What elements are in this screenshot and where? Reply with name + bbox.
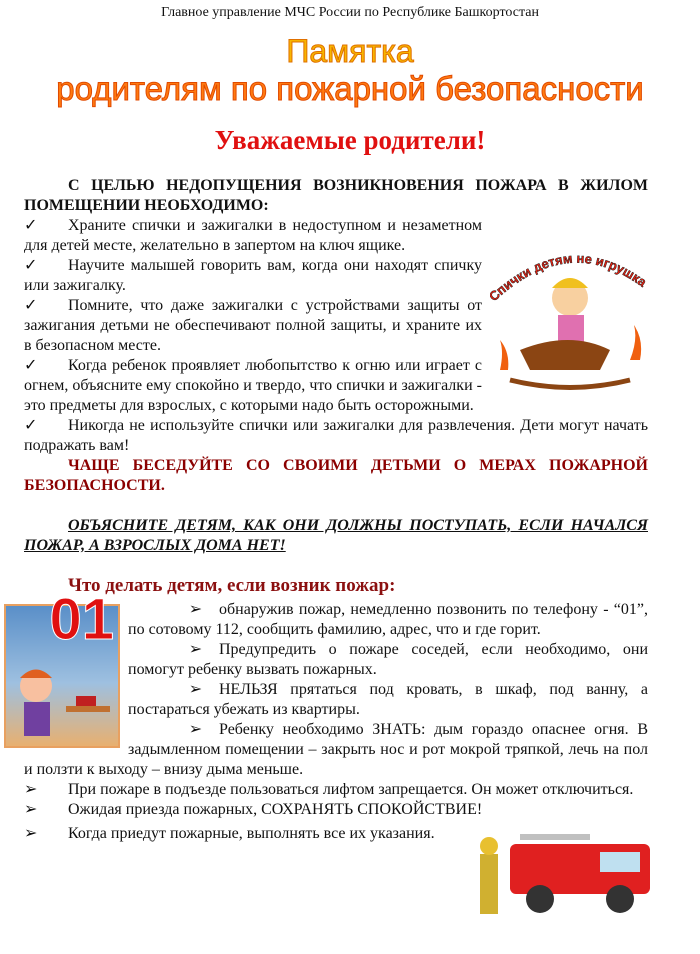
- list-item: ➢ При пожаре в подъезде пользоваться лифтом запрещается. Он может отключиться.: [24, 781, 634, 798]
- list-item: ✓ Научите малышей говорить вам, когда они находят спичку или зажигалку.: [24, 257, 482, 294]
- list-item: ➢ Когда приедут пожарные, выполнять все их указания.: [24, 825, 435, 842]
- list-item: ➢ Ожидая приезда пожарных, СОХРАНЯТЬ СПОКОЙСТВИЕ!: [24, 801, 483, 818]
- arrow-bullet-icon: ➢: [188, 681, 203, 698]
- list-item: ➢ Предупредить о пожаре соседей, если необходимо, они помогут ребенку вызвать пожарных.: [128, 641, 648, 678]
- list-item: ✓ Храните спички и зажигалки в недоступном и незаметном для детей месте, желательно в запертом на ключ ящике.: [24, 217, 482, 254]
- list-item: ✓ Когда ребенок проявляет любопытство к огню или играет с огнем, объясните ему спокойно и твердо, что спички и зажигалки - это предметы для взрослых, с которыми надо быть осторожными.: [24, 357, 482, 414]
- list-item: ➢ Ребенку необходимо ЗНАТЬ: дым гораздо опаснее огня. В задымленном помещении – закрыть нос и рот мокрой тряпкой, лечь на пол и ползти к выходу – внизу дыма меньше.: [24, 721, 648, 778]
- image-lettering-path: пички детям не игрушка: [493, 250, 648, 298]
- warning-text: ЧАЩЕ БЕСЕДУЙТЕ СО СВОИМИ ДЕТЬМИ О МЕРАХ ПОЖАРНОЙ БЕЗОПАСНОСТИ.: [24, 457, 648, 494]
- section2-heading: Что делать детям, если возник пожар:: [68, 575, 396, 596]
- list-item: ✓ Никогда не используйте спички или зажигалки для развлечения. Дети могут начать подражать вам!: [24, 417, 648, 454]
- arrow-bullet-icon: ➢: [188, 641, 203, 658]
- document-body: [24, 176, 648, 919]
- title-pamyatka: Памятка: [286, 33, 414, 69]
- section1-heading: С ЦЕЛЬЮ НЕДОПУЩЕНИЯ ВОЗНИКНОВЕНИЯ ПОЖАРА В ЖИЛОМ ПОМЕЩЕНИИ НЕОБХОДИМО:: [24, 177, 648, 214]
- arrow-bullet-icon: ➢: [188, 601, 203, 618]
- greeting: Уважаемые родители!: [214, 125, 486, 155]
- image-number: 01: [49, 587, 114, 652]
- list-item: ➢ обнаружив пожар, немедленно позвонить по телефону - “01”, по сотовому 112, сообщить фамилию, адрес, что и где горит.: [128, 601, 648, 638]
- list-item: ➢ НЕЛЬЗЯ прятаться под кровать, в шкаф, под ванну, а постараться убежать из квартиры.: [128, 681, 648, 718]
- title-subtitle: родителям по пожарной безопасности: [56, 70, 644, 107]
- header-organization: Главное управление МЧС России по Республике Башкортостан: [161, 5, 539, 20]
- list-item: ✓ Помните, что даже зажигалки с устройствами защиты от зажигания детьми не обеспечивают полной защиты, и храните их в безопасном месте.: [24, 297, 482, 354]
- arrow-bullet-icon: ➢: [188, 721, 203, 738]
- explain-text: ОБЪЯСНИТЕ ДЕТЯМ, КАК ОНИ ДОЛЖНЫ ПОСТУПАТЬ, ЕСЛИ НАЧАЛСЯ ПОЖАР, А ВЗРОСЛЫХ ДОМА НЕТ!: [24, 517, 648, 554]
